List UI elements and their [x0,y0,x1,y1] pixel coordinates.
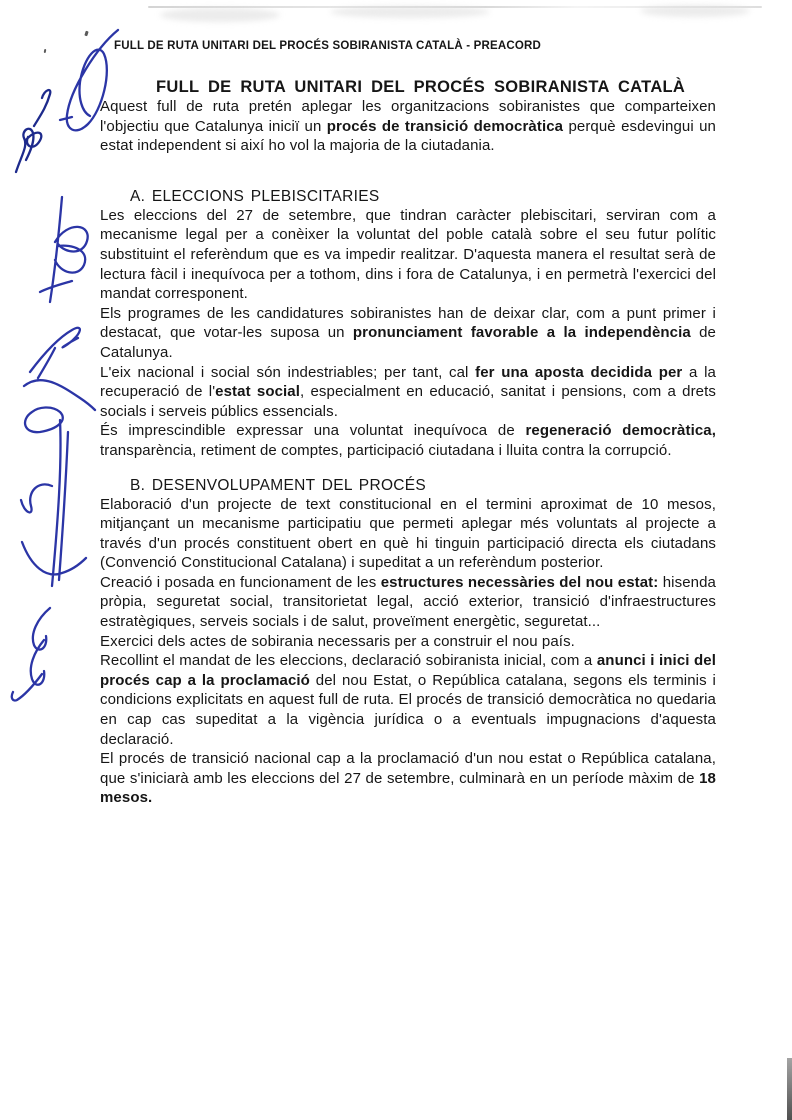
section-heading: B. DESENVOLUPAMENT DEL PROCÉS [130,476,427,494]
paragraph: Els programes de les candidatures sobiranistes han de deixar clar, com a punt primer i destacat, que votar-les suposa un pronunciament favorable a la independència de Catalunya. [100,304,716,361]
paragraph: Recollint el mandat de les eleccions, declaració sobiranista inicial, com a anunci i inici del procés cap a la proclamació del nou Estat, o República catalana, segons els terminis i condicions explicitats en aquest full de ruta. El procés de transició democràtica no quedaria en cap cas supeditat a la vigència jurídica o a eventuals impugnacions d'aquesta declaració. [100,652,716,748]
page-title: FULL DE RUTA UNITARI DEL PROCÉS SOBIRANISTA CATALÀ [156,78,686,96]
document-header: FULL DE RUTA UNITARI DEL PROCÉS SOBIRANISTA CATALÀ - PREACORD [114,40,542,52]
paragraph: És imprescindible expressar una voluntat inequívoca de regeneració democràtica, transparència, retiment de comptes, participació ciutadana i lluita contra la corrupció. [100,422,716,459]
paragraph: L'eix nacional i social són indestriables; per tant, cal fer una aposta decidida per a la recuperació de l'estat social, especialment en educació, sanitat i pensions, com a drets socials i serveis públics essencials. [100,363,716,420]
paragraph: Exercici dels actes de sobirania necessaris per a construir el nou país. [100,632,575,650]
document-blocks [100,97,716,808]
paragraph: Aquest full de ruta pretén aplegar les organitzacions sobiranistes que comparteixen l'objectiu que Catalunya iniciï un procés de transició democràtica perquè esdevingui un estat independent si així ho vol la majoria de la ciutadania. [100,98,716,155]
scan-artifact-page-edge [787,1058,792,1120]
paragraph: Creació i posada en funcionament de les estructures necessàries del nou estat: hisenda pròpia, seguretat social, transitorietat legal, acció exterior, transició d'infraestructures estratègiques, serveis socials i de salut, proveïment energètic, seguretat... [100,573,716,631]
paragraph: Elaboració d'un projecte de text constitucional en el termini aproximat de 10 mesos, mitjançant un mecanisme participatiu que permeti aplegar més voluntats al projecte a través d'un procés constituent obert en què hi tinguin participació directa els ciutadans (Convenció Constitucional Catalana) i supeditat a un referèndum posterior. [100,495,716,572]
paragraph: Les eleccions del 27 de setembre, que tindran caràcter plebiscitari, serviran com a mecanisme legal per a conèixer la voluntat del poble català sobre el seu futur polític substituint el referèndum que es va impedir realitzar. D'aquesta manera el resultat serà de lectura fàcil i inequívoca per a tothom, dins i fora de Catalunya, i en permetrà l'exercici del mandat corresponent. [100,206,716,303]
section-heading: A. ELECCIONS PLEBISCITARIES [130,187,380,205]
paragraph: El procés de transició nacional cap a la proclamació d'un nou estat o República catalana, que s'iniciarà amb les eleccions del 27 de setembre, culminarà en un període màxim de 18 mesos. [100,750,716,807]
